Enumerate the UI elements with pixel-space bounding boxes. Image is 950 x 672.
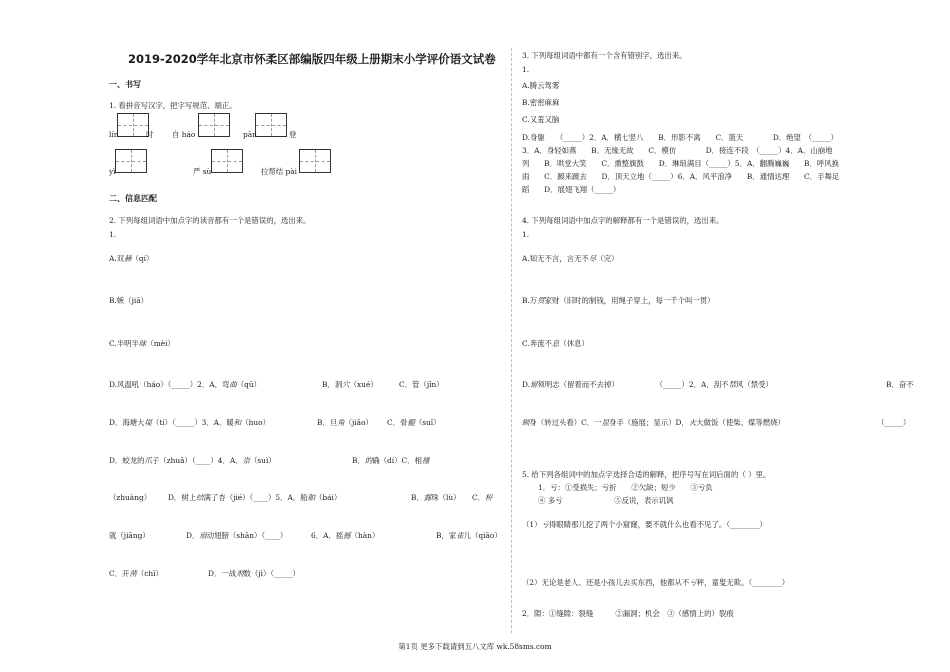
option-a xyxy=(109,254,153,263)
writing-grid[interactable] xyxy=(198,113,230,137)
pinyin-text: （mèi） xyxy=(146,339,175,348)
question-line: C．开凿（chǐ） xyxy=(109,569,163,578)
question-line: 蹈 D．展翅飞翔（_____） xyxy=(522,185,621,194)
answer-blank[interactable]: （_____） xyxy=(877,418,911,427)
writing-grid[interactable] xyxy=(255,113,287,137)
writing-grid[interactable] xyxy=(115,149,147,173)
question-2-prompt: 2. 下列每组词语中加点字的读音都有一个是错误的，选出来。 xyxy=(109,216,311,225)
definitions-line: 1．亏：①受损失；亏折 ②欠缺；短少 ③亏负 xyxy=(538,483,713,492)
question-line: D．一战剂数（jì）（_____） xyxy=(208,569,300,578)
question-2-number: 1. xyxy=(109,230,117,239)
pinyin-text: （jiā） xyxy=(124,296,149,305)
question-line: D．扇动翅膀（shān）（____） xyxy=(186,531,288,540)
pinyin-label: lín xyxy=(109,130,119,139)
pinyin-label: pān xyxy=(243,130,257,139)
question-4-prompt: 4. 下列每组词语中加点字的解释都有一个是错误的，选出来。 xyxy=(522,216,724,225)
writing-grid[interactable] xyxy=(211,149,243,173)
question-5-prompt: 5. 给下列各组词中的加点字选择合适的解释，把序号写在词后面的（ ）里。 xyxy=(522,470,771,479)
question-line: B．洞穴（xué） xyxy=(322,380,378,389)
question-line: D．海塘大堤（tí）（_____）3．A．暖和（huo） xyxy=(109,418,270,427)
sentence-2: （2）无论是老人、还是小孩儿去买东西，他都从不亏秤，童叟无欺。（________） xyxy=(522,578,790,587)
question-line: 就（jiāng） xyxy=(109,531,150,540)
pinyin-label: 严 sù xyxy=(193,167,212,176)
exam-title: 2019-2020学年北京市怀柔区部编版四年级上册期末小学评价语文试卷 xyxy=(128,52,496,66)
question-line: 列 B．哄堂大笑 C．熏整旗鼓 D．琳琅满目（_____）5．A．翻腾巍巍 B．呼风换 xyxy=(522,159,840,168)
question-3-number: 1. xyxy=(522,65,530,74)
question-line: D.身躯 （_____）2．A．横七竖八 B．形影不离 C．篮天 D．绝望 （_____） xyxy=(522,133,838,142)
question-line: 顾身（转过头看）C．一显身手（施展；显示）D．火大做饭（使柴、煤等燃烧） xyxy=(522,418,785,427)
pinyin-label: 拉帮结 pài xyxy=(261,167,298,176)
question-line: B．的确（dí）C．相撞 xyxy=(352,456,430,465)
option-b: B.密密麻麻 xyxy=(522,98,560,107)
option-text: B.嫉 xyxy=(109,296,125,305)
writing-grid[interactable] xyxy=(117,113,149,137)
column-divider xyxy=(511,48,512,633)
option-a: A.腾云驾雾 xyxy=(522,81,560,90)
option-text: C.半明半 xyxy=(109,339,139,348)
question-line: 3．A．身轻如燕 B．无缘无故 C．模仿 D．接连不段 （_____）4．A．山崩地 xyxy=(522,146,833,155)
pinyin-label: yì xyxy=(109,167,116,176)
question-line: C．骨髓（suǐ） xyxy=(387,418,441,427)
question-line: B．家雀儿（qiāo） xyxy=(436,531,502,540)
dotted-char: 赫 xyxy=(124,254,132,263)
word-fragment: 登 xyxy=(289,130,297,139)
option-a: A.知无不言，言无不尽（完） xyxy=(522,254,619,263)
dotted-char: 昧 xyxy=(138,339,147,348)
question-line: B．奋不 xyxy=(886,380,914,389)
definitions-line: 2．隙：①缝隙：裂缝 ②漏洞；机会 ③（感情上的）裂痕 xyxy=(522,609,734,618)
question-line: 6．A．摇撼（hàn） xyxy=(311,531,380,540)
option-b: B.万贯家财（旧时的制钱，用绳子穿上，每一千个叫一贯） xyxy=(522,296,715,305)
option-c: C.又羞又脑 xyxy=(522,115,560,124)
question-line: D.留须明志（留着而不去掉） （_____）2．A．刮不禁风（禁受） xyxy=(522,380,773,389)
word-fragment: 时 xyxy=(146,130,154,139)
question-line: B．旦角（jiǎo） xyxy=(317,418,373,427)
question-line: （zhuàng） xyxy=(109,493,152,502)
option-c: C.奔流不息（休息） xyxy=(522,339,589,348)
section-heading-matching: 二、信息匹配 xyxy=(109,194,157,203)
question-line: D.风温吼（háo）（_____）2．A．弯曲（qū） xyxy=(109,380,262,389)
section-heading-writing: 一、书写 xyxy=(109,80,141,89)
question-line: 雨 C．踱来踱去 D．顶天立地（_____）6．A．风平浪净 B．通情达理 C．手舞足 xyxy=(522,172,840,181)
page-footer: 第1页 更多下载请到五八文库 wk.58sms.com xyxy=(398,642,552,651)
question-line: D．蛟龙的爪子（zhuǎ）（____）4．A．崇（suì） xyxy=(109,456,276,465)
option-c xyxy=(109,339,175,348)
question-line: C．桥 xyxy=(472,493,493,502)
option-text: A.双 xyxy=(109,254,125,263)
question-4-number: 1. xyxy=(522,230,530,239)
sentence-1: （1）亏得眼睛那儿挖了两个小窟窿，要不就什么也看不见了。（________） xyxy=(522,520,767,529)
writing-grid[interactable] xyxy=(299,149,331,173)
definitions-line: ④ 多亏 ⑤反说，表示讥讽 xyxy=(538,496,674,505)
question-3-prompt: 3. 下列每组词语中都有一个含有错别字，选出来。 xyxy=(522,51,687,60)
option-b xyxy=(109,296,148,305)
question-line: C．管（jīn） xyxy=(399,380,444,389)
pinyin-text: （qí） xyxy=(131,254,154,263)
pinyin-label: 自 háo xyxy=(172,130,196,139)
question-line: B．露珠（lù） xyxy=(411,493,461,502)
question-1-prompt: 1. 看拼音写汉字，把字写规范、端正。 xyxy=(109,101,237,110)
question-line: D．树上结满了杏（jié）（____）5．A．船舶（bái） xyxy=(168,493,342,502)
